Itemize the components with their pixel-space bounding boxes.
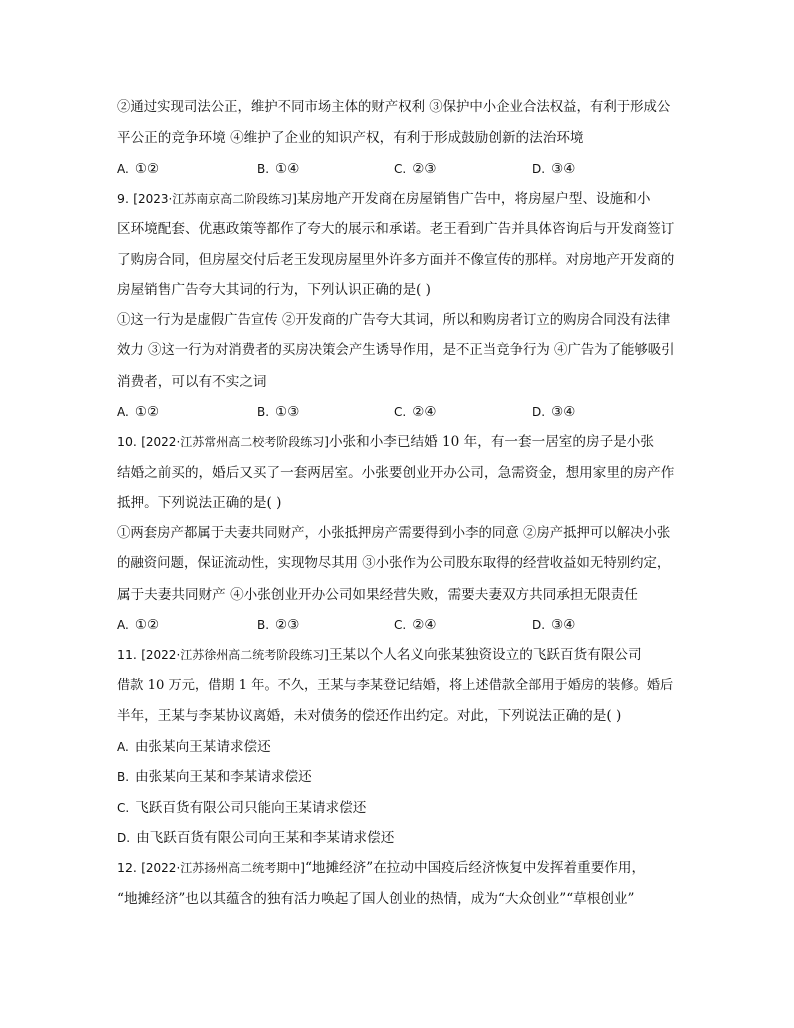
q9-option-b[interactable]: B. ①③ — [257, 404, 300, 420]
q10-option-a[interactable]: A. ①② — [117, 617, 160, 633]
q10-option-b[interactable]: B. ②③ — [257, 617, 300, 633]
q10-number: 10. — [117, 434, 137, 449]
q9-stem-line-4: 房屋销售广告夸大其词的行为，下列认识正确的是( ) — [117, 282, 431, 298]
q11-option-c[interactable]: C. 飞跃百货有限公司只能向王某请求偿还 — [117, 800, 367, 816]
q10-source: [2022·江苏常州高二校考阶段练习] — [141, 435, 329, 449]
q12-number: 12. — [117, 860, 137, 875]
q9-option-c[interactable]: C. ②④ — [394, 404, 437, 420]
q11-number: 11. — [117, 647, 137, 662]
q9-statement-line-3: 消费者，可以有不实之词 — [117, 374, 267, 390]
q8-option-c[interactable]: C. ②③ — [394, 161, 437, 177]
q9-statement-line-2: 效力 ③这一行为对消费者的买房决策会产生诱导作用，是不正当竞争行为 ④广告为了能够吸引 — [117, 343, 675, 358]
q10-statement-line-2: 的融资问题，保证流动性，实现物尽其用 ③小张作为公司股东取得的经营收益如无特别约定， — [117, 556, 671, 571]
q10-options — [117, 615, 677, 635]
q10-stem-line-3: 抵押。下列说法正确的是( ) — [117, 495, 282, 511]
q9-options — [117, 402, 677, 422]
q10-option-d[interactable]: D. ③④ — [532, 617, 576, 633]
q11-stem-line-2: 借款 10 万元，借期 1 年。不久，王某与李某登记结婚，将上述借款全部用于婚房的装修。婚后 — [117, 678, 674, 693]
q12-stem-line-1: 12. [2022·江苏扬州高二统考期中]“地摊经济”在拉动中国疫后经济恢复中发挥着重要作用， — [117, 860, 646, 876]
q9-stem-line-1: 9. [2023·江苏南京高二阶段练习]某房地产开发商在房屋销售广告中，将房屋户型、设施和小 — [117, 191, 651, 207]
q12-source: [2022·江苏扬州高二统考期中] — [141, 861, 305, 875]
q11-option-b[interactable]: B. 由张某向王某和李某请求偿还 — [117, 769, 312, 785]
q8-option-b[interactable]: B. ①④ — [257, 161, 300, 177]
q11-source: [2022·江苏徐州高二统考阶段练习] — [141, 648, 329, 662]
q11-stem-line-1: 11. [2022·江苏徐州高二统考阶段练习]王某以个人名义向张某独资设立的飞跃百货有限公司 — [117, 647, 642, 663]
q8-statement-line-1: ②通过实现司法公正，维护不同市场主体的财产权利 ③保护中小企业合法权益，有利于形成公 — [117, 100, 671, 115]
q9-number: 9. — [117, 191, 129, 206]
q8-option-d[interactable]: D. ③④ — [532, 161, 576, 177]
q10-statement-line-1: ①两套房产都属于夫妻共同财产，小张抵押房产需要得到小李的同意 ②房产抵押可以解决小张 — [117, 526, 671, 541]
q9-option-d[interactable]: D. ③④ — [532, 404, 576, 420]
q10-statement-line-3: 属于夫妻共同财产 ④小张创业开办公司如果经营失败，需要夫妻双方共同承担无限责任 — [117, 587, 638, 603]
q12-stem-line-2: “地摊经济”也以其蕴含的独有活力唤起了国人创业的热情，成为“大众创业”“草根创业” — [117, 891, 635, 907]
q11-option-d[interactable]: D. 由飞跃百货有限公司向王某和李某请求偿还 — [117, 830, 395, 846]
q11-stem-line-3: 半年，王某与李某协议离婚，未对债务的偿还作出约定。对此，下列说法正确的是( ) — [117, 708, 622, 724]
q9-option-a[interactable]: A. ①② — [117, 404, 160, 420]
q9-source: [2023·江苏南京高二阶段练习] — [133, 192, 297, 206]
q10-stem-line-1: 10. [2022·江苏常州高二校考阶段练习]小张和小李已结婚 10 年，有一套一居室的房子是小张 — [117, 434, 654, 450]
q11-option-a[interactable]: A. 由张某向王某请求偿还 — [117, 739, 271, 755]
q10-option-c[interactable]: C. ②④ — [394, 617, 437, 633]
q8-options — [117, 159, 677, 179]
q9-stem-line-3: 了购房合同，但房屋交付后老王发现房屋里外许多方面并不像宣传的那样。对房地产开发商的 — [117, 252, 675, 268]
q9-statement-line-1: ①这一行为是虚假广告宣传 ②开发商的广告夸大其词，所以和购房者订立的购房合同没有法律 — [117, 313, 671, 328]
q9-stem-line-2: 区环境配套、优惠政策等都作了夸大的展示和承诺。老王看到广告并具体咨询后与开发商签订 — [117, 221, 675, 237]
q8-statement-line-2: 平公正的竞争环境 ④维护了企业的知识产权，有利于形成鼓励创新的法治环境 — [117, 130, 584, 146]
q10-stem-line-2: 结婚之前买的，婚后又买了一套两居室。小张要创业开办公司，急需资金，想用家里的房产作 — [117, 465, 675, 481]
q8-option-a[interactable]: A. ①② — [117, 161, 160, 177]
